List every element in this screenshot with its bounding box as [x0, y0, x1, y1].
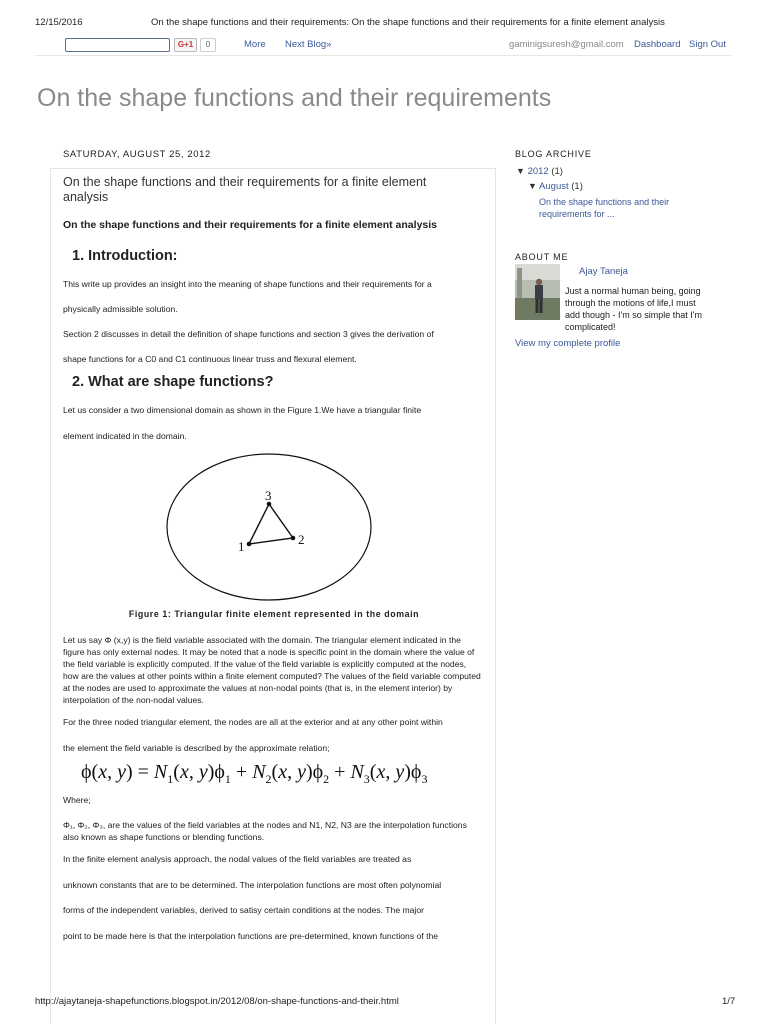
heading-what-are-shape-functions: 2. What are shape functions? — [72, 374, 274, 390]
three-noded-line-1: For the three noded triangular element, the nodes are all at the exterior and at any other point within — [63, 717, 443, 727]
search-input[interactable] — [65, 38, 170, 52]
blogger-navbar — [35, 36, 731, 56]
figure-caption: Figure 1: Triangular finite element represented in the domain — [128, 609, 420, 619]
archive-year-row[interactable] — [516, 166, 563, 177]
dashboard-link[interactable]: Dashboard — [634, 39, 681, 50]
print-footer-url: http://ajaytaneja-shapefunctions.blogspot.in/2012/08/on-shape-functions-and-their.html — [35, 996, 399, 1007]
node-label-3: 3 — [265, 488, 272, 503]
user-email: gaminigsuresh@gmail.com — [509, 39, 624, 50]
blog-archive-heading: BLOG ARCHIVE — [515, 149, 592, 159]
paragraph-field-variable: Let us say Φ (x,y) is the field variable associated with the domain. The triangular element indicated in the figure has only external nodes. It may be noted that a node is specific point in the domain where the value of the field variable is explicitly computed. If the value of the field variable is explicitly computed at the nodes, how are the values at other points within a finite element computed? The values of the field variable computed at the nodes are used to approximate the values at non-nodal points (that is, in the element interior) by interpolation of the non-nodal values. — [63, 635, 481, 705]
more-link[interactable]: More — [244, 39, 266, 50]
triangle-down-icon[interactable]: ▼ — [516, 166, 525, 176]
shape-function-equation: ϕ(x, $y) = N_1(x$, $y)\phi_1 + N_2(x$, $y)\phi_2 + N_3(x$, $y)\phi_3$ — [81, 761, 428, 786]
fe-line-2: unknown constants that are to be determined. The interpolation functions are most often polynomial — [63, 880, 442, 890]
archive-year-count: (1) — [551, 166, 563, 177]
gplus-count: 0 — [200, 38, 216, 52]
domain-ellipse — [167, 454, 371, 600]
print-page-title: On the shape functions and their requirements: On the shape functions and their requirements for a finite element analysis — [151, 17, 665, 28]
blog-title[interactable]: On the shape functions and their requirements — [37, 84, 552, 112]
heading-introduction: 1. Introduction: — [72, 248, 178, 264]
view-profile-link[interactable]: View my complete profile — [515, 338, 621, 349]
figure-triangular-element — [163, 452, 375, 604]
print-date: 12/15/2016 — [35, 17, 83, 28]
print-page-number: 1/7 — [722, 996, 736, 1007]
intro-line-1: This write up provides an insight into the meaning of shape functions and their requirements for a — [63, 279, 432, 289]
where-label: Where; — [63, 795, 91, 805]
fe-line-3: forms of the independent variables, derived to satisy certain conditions at the nodes. The major — [63, 905, 424, 915]
post-container — [50, 168, 496, 1024]
archive-month-link[interactable]: August — [539, 181, 569, 192]
post-date-header: SATURDAY, AUGUST 25, 2012 — [63, 149, 211, 160]
paragraph-where: Φ₁, Φ₂, Φ₃, are the values of the field variables at the nodes and N1, N2, N3 are the interpolation functions also known as shape functions or blending functions. — [63, 820, 467, 842]
triangle-element — [249, 504, 293, 544]
node-2 — [291, 536, 296, 541]
triangle-down-icon[interactable]: ▼ — [528, 181, 537, 191]
archive-month-count: (1) — [571, 181, 583, 192]
profile-photo-image — [515, 264, 560, 320]
post-subheading: On the shape functions and their requirements for a finite element analysis — [63, 219, 438, 231]
archive-month-row[interactable] — [528, 181, 583, 192]
intro-line-4: shape functions for a C0 and C1 continuous linear truss and flexural element. — [63, 354, 357, 364]
profile-photo[interactable] — [515, 264, 560, 320]
sign-out-link[interactable]: Sign Out — [689, 39, 726, 50]
profile-name-link[interactable]: Ajay Taneja — [579, 266, 628, 277]
node-label-1: 1 — [238, 539, 245, 554]
archive-year-link[interactable]: 2012 — [527, 166, 549, 177]
intro-line-3: Section 2 discusses in detail the definition of shape functions and section 3 gives the derivation of — [63, 329, 434, 339]
post-title: On the shape functions and their requirements for a finite element analysis — [63, 175, 427, 204]
node-label-2: 2 — [298, 532, 305, 547]
about-me-heading: ABOUT ME — [515, 252, 569, 262]
gplus-button[interactable]: G+1 — [174, 38, 197, 52]
archive-post-link[interactable]: On the shape functions and their requirements for ... — [539, 197, 670, 219]
next-blog-link[interactable]: Next Blog» — [285, 39, 332, 50]
fe-line-4: point to be made here is that the interpolation functions are pre-determined, known functions of the — [63, 931, 439, 941]
what-line-1: Let us consider a two dimensional domain as shown in the Figure 1.We have a triangular finite — [63, 405, 422, 415]
node-1 — [247, 542, 252, 547]
intro-line-2: physically admissible solution. — [63, 304, 178, 314]
fe-line-1: In the finite element analysis approach, the nodal values of the field variables are treated as — [63, 854, 412, 864]
what-line-2: element indicated in the domain. — [63, 431, 187, 441]
three-noded-line-2: the element the field variable is described by the approximate relation; — [63, 743, 330, 753]
profile-description: Just a normal human being, going through the motions of life,I must add though - I'm so simple that I'm complicated! — [565, 286, 702, 332]
